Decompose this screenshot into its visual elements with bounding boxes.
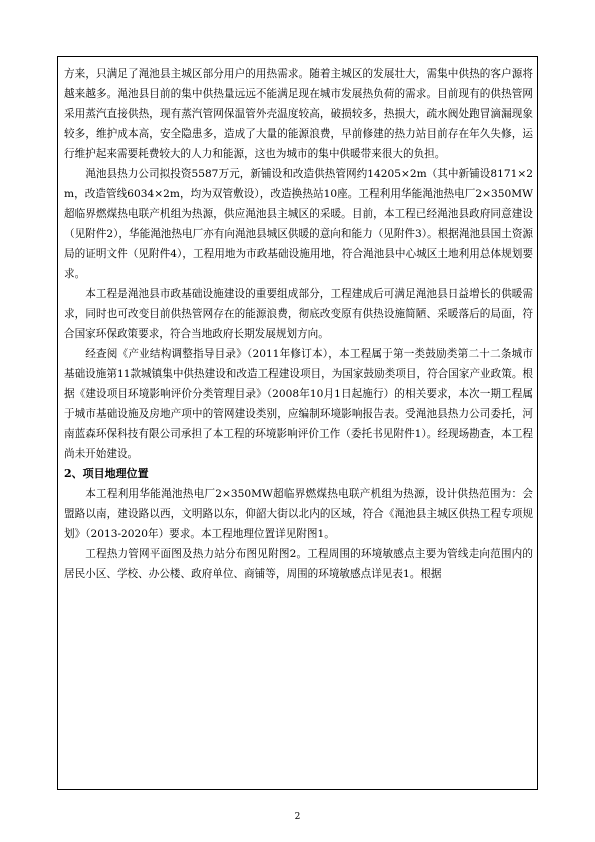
paragraph-location: 本工程利用华能渑池热电厂2×350MW超临界燃煤热电联产机组为热源，设计供热范围为：会盟路以南，建设路以西，文明路以东，仰韶大街以北内的区域，符合《渑池县主城区供热工程专项规划》（2013-2020年）要求。本工程地理位置详见附图1。	[64, 488, 533, 540]
paragraph-heating-demand: 方来，只满足了渑池县主城区部分用户的用热需求。随着主城区的发展壮大，需集中供热的客户源将越来越多。渑池县目前的集中供热量远远不能满足现在城市发展热负荷的需求。目前现有的供热管网采用蒸汽直接供热，现有蒸汽管网保温管外壳温度较高，破损较多，热损大，疏水阀处跑冒滴漏现象较多，维护成本高，安全隐患多，造成了大量的能源浪费，早前修建的热力站目前存在年久失修，运行维护起来需要耗费较大的人力和能源，这也为城市的集中供暖带来很大的负担。	[64, 68, 533, 160]
page-number: 2	[294, 812, 301, 822]
paragraph-policy-compliance: 经查阅《产业结构调整指导目录》（2011年修订本），本工程属于第一类鼓励类第二十二条城市基础设施第11款城镇集中供热建设和改造工程建设项目，为国家鼓励类项目，符合国家产业政策。根据《建设项目环境影响评价分类管理目录》（2008年10月1日起施行）的相关要求，本次一期工程属于城市基础设施及房地产项中的管网建设类别，应编制环境影响报告表。受渑池县热力公司委托，河南蓝森环保科技有限公司承担了本工程的环境影响评价工作（委托书见附件1）。经现场勘查，本工程尚未开始建设。	[64, 348, 534, 460]
paragraph-sensitive-points: 工程热力管网平面图及热力站分布图见附图2。工程周围的环境敏感点主要为管线走向范围内的居民小区、学校、办公楼、政府单位、商铺等，周围的环境敏感点详见表1。根据	[64, 548, 533, 580]
document-body	[64, 64, 533, 584]
section-heading-location: 2、项目地理位置	[64, 467, 149, 480]
paragraph-investment: 渑池县热力公司拟投资5587万元，新铺设和改造供热管网约14205×2m（其中新铺设8171×2m，改造管线6034×2m，均为双管敷设），改造换热站10座。工程利用华能渑池热电厂2×350MW超临界燃煤热电联产机组为热源，供应渑池县主城区的采暖。目前，本工程已经渑池县政府同意建设（见附件2），华能渑池热电厂亦有向渑池县城区供暖的意向和能力（见附件3）。根据渑池县国土资源局的证明文件（见附件4），工程用地为市政基础设施用地，符合渑池县中心城区土地利用总体规划要求。	[64, 168, 534, 280]
paragraph-significance: 本工程是渑池县市政基础设施建设的重要组成部分，工程建成后可满足渑池县日益增长的供暖需求，同时也可改变目前供热管网存在的能源浪费，彻底改变原有供热设施简陋、采暖落后的局面，符合国家环保政策要求，符合当地政府长期发展规划方向。	[64, 288, 533, 340]
content-frame	[57, 56, 538, 790]
